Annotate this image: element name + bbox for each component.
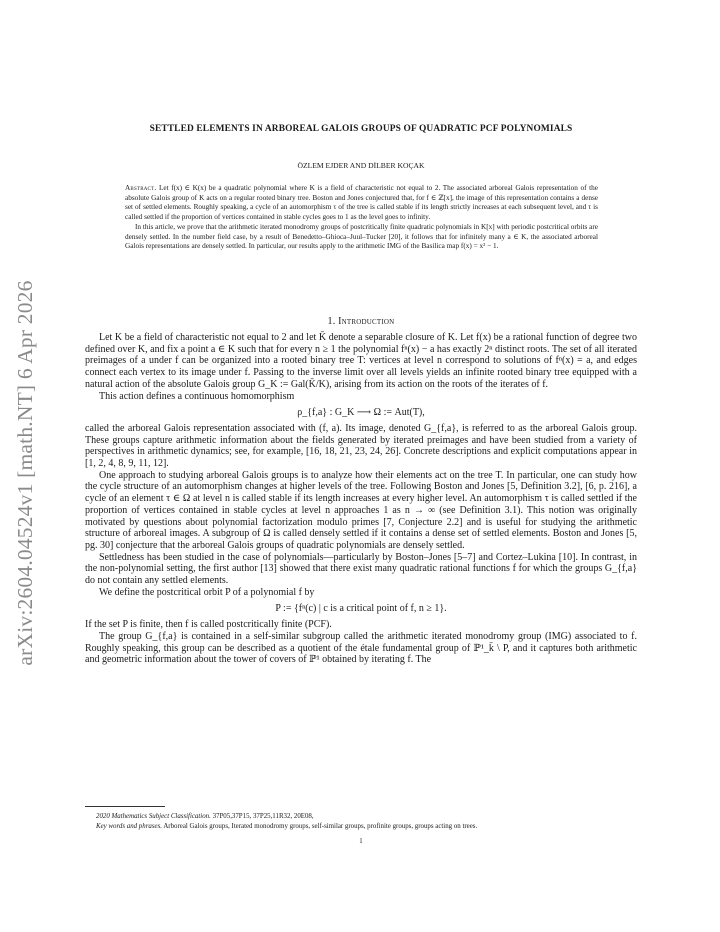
paper-title: SETTLED ELEMENTS IN ARBOREAL GALOIS GROUPS OF QUADRATIC PCF POLYNOMIALS — [149, 124, 573, 134]
abstract-paragraph-1 — [125, 184, 598, 223]
body-paragraph-1: Let K be a field of characteristic not equal to 2 and let K̄ denote a separable closure of K. Let f(x) be a rational function of degree two defined over K, and fix a point a ∈ K such that for every n ≥ 1 the polynomial fⁿ(x) − a has exactly 2ⁿ distinct roots. The set of all iterated preimages of a under f can be organized into a rooted binary tree T: vertices at level n correspond to solutions of fⁿ(x) = a, and edges connect each vertex to its image under f. Passing to the inverse limit over all levels yields an infinite rooted binary tree equipped with a natural action of the absolute Galois group G_K := Gal(K̄/K), arising from its action on the roots of the iterates of f. — [85, 332, 637, 390]
body-paragraph-5: Settledness has been studied in the case of polynomials—particularly by Boston–Jones [5–7] and Cortez–Lukina [10]. In contrast, in the non-polynomial setting, the first author [13] showed that there exist many quadratic rational functions f for which the groups G_{f,a} do not contain any settled elements. — [85, 551, 637, 587]
abstract — [125, 184, 598, 252]
footnotes — [96, 812, 637, 831]
paper-authors: ÖZLEM EJDER AND DİLBER KOÇAK — [297, 161, 425, 170]
body-paragraph-7: If the set P is finite, then f is called postcritically finite (PCF). — [85, 619, 332, 631]
msc-value: 37P05,37P15, 37P25,11R32, 20E08, — [212, 813, 314, 820]
abstract-label: Abstract. — [125, 184, 157, 192]
abstract-paragraph-2: In this article, we prove that the arithmetic iterated monodromy groups of postcritically finite quadratic polynomials in K[x] with periodic postcritical orbits are densely settled. In the number field case, by a result of Benedetto–Ghioca–Juul–Tucker [20], it follows that for infinitely many a ∈ K, the associated arboreal Galois representations are densely settled. In particular, our results apply to the arithmetic IMG of the Basilica map f(x) = x² − 1. — [125, 222, 598, 251]
keywords-value: Arboreal Galois groups, Iterated monodromy groups, self-similar groups, profinite groups, groups acting on trees. — [163, 822, 478, 830]
body-paragraph-3: called the arboreal Galois representation associated with (f, a). Its image, denoted G_{f,a}, is referred to as the arboreal Galois group. These groups capture arithmetic information about the fields generated by iterated preimages and have been studied from a variety of perspectives in arithmetic dynamics; see, for example, [16, 18, 21, 23, 24, 26]. Concrete descriptions and explicit computations appear in [1, 2, 4, 8, 9, 11, 12]. — [85, 422, 637, 470]
keywords-label: Key words and phrases. — [96, 822, 162, 830]
display-equation-2: P := {fⁿ(c) | c is a critical point of f, n ≥ 1}. — [275, 603, 447, 615]
abstract-text-1: Let f(x) ∈ K(x) be a quadratic polynomial where K is a field of characteristic not equal to 2. The associated arboreal Galois representation of the absolute Galois group of K acts on a regular rooted binary tree. Boston and Jones conjectured that, for f ∈ ℤ[x], the image of this representation contains a dense set of settled elements. Roughly speaking, a cycle of an automorphism τ of the tree is called stable if its length strictly increases at each subsequent level, and τ is called settled if the proportion of vertices contained in stable cycles goes to 1 as the level goes to infinity. — [125, 184, 598, 222]
body-paragraph-4: One approach to studying arboreal Galois groups is to analyze how their elements act on the tree T. In particular, one can study how the cycle structure of an automorphism changes at higher levels of the tree. Following Boston and Jones [5, Definition 3.2], [6, p. 216], a cycle of an element τ ∈ Ω at level n is called stable if its length increases at every higher level. An automorphism τ is called settled if the proportion of vertices contained in stable cycles at level n approaches 1 as n → ∞ (see Definition 3.1). This notion was originally motivated by questions about polynomial factorization modulo primes [7, Conjecture 2.2] and is useful for studying the arithmetic structure of arboreal images. A subgroup of Ω is called densely settled if it contains a dense set of settled elements. Boston and Jones [5, pg. 30] conjecture that the arboreal Galois groups of quadratic polynomials are densely settled. — [85, 469, 637, 551]
page-number: 1 — [359, 838, 363, 845]
arxiv-margin-identifier: arXiv:2604.04524v1 [math.NT] 6 Apr 2026 — [13, 280, 37, 666]
section-heading: 1. Introduction — [327, 316, 395, 327]
display-equation-1: ρ_{f,a} : G_K ⟶ Ω := Aut(T), — [297, 407, 425, 419]
body-paragraph-2: This action defines a continuous homomorphism — [99, 390, 295, 402]
footnote-divider — [85, 806, 165, 807]
body-paragraph-6: We define the postcritical orbit P of a polynomial f by — [99, 586, 315, 598]
body-text — [85, 332, 637, 666]
body-paragraph-8: The group G_{f,a} is contained in a self-similar subgroup called the arithmetic iterated monodromy group (IMG) associated to f. Roughly speaking, this group can be described as a quotient of the étale fundamental group of ℙ¹_k̄ \ P, and it captures both arithmetic and geometric information about the tower of covers of ℙ¹ obtained by iterating f. The — [85, 630, 637, 666]
msc-footnote — [96, 812, 637, 822]
keywords-footnote — [96, 822, 637, 832]
msc-label: 2020 Mathematics Subject Classification. — [96, 813, 211, 820]
